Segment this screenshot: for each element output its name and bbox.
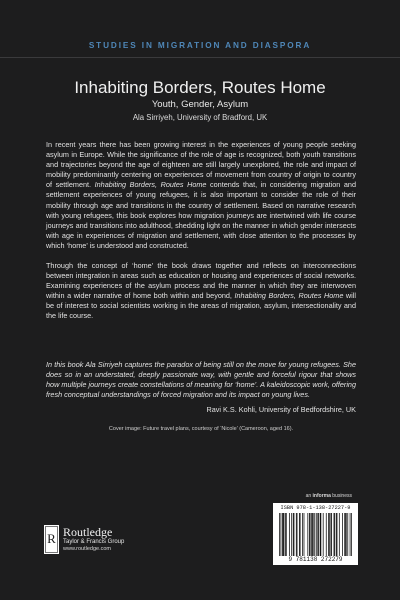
barcode-bar xyxy=(281,513,282,556)
barcode-bar xyxy=(347,513,348,556)
informa-suffix: business xyxy=(330,493,352,499)
barcode-bar xyxy=(304,513,305,556)
isbn-label: ISBN 978-1-138-27227-9 xyxy=(280,505,351,511)
barcode-bar xyxy=(291,513,292,556)
barcode-bar xyxy=(316,513,317,556)
informa-brand: informa xyxy=(312,493,331,499)
informa-prefix: an xyxy=(305,493,313,499)
barcode-bar xyxy=(310,513,311,556)
barcode-bar xyxy=(326,513,327,556)
review-attribution: Ravi K.S. Kohli, University of Bedfordshire, UK xyxy=(206,405,356,414)
barcode-bar xyxy=(346,513,347,556)
svg-text:R: R xyxy=(47,531,56,546)
barcode-bar xyxy=(314,513,315,556)
blurb-text: contends that, in considering migration and settlement experiences of young refugees, it is also important to consider the role of their mobility through age and transitions in the country of settlement. Based on narrative research with young refugees, this book explores how migration journeys are intertwined with life course journeys and transitions into adulthood, shedding light on the manner in which gender intersects with age in experiences of migration and settlement, with close attention to the processes by which ‘home’ is understood and constructed. xyxy=(46,180,356,250)
barcode-bar xyxy=(307,513,308,556)
barcode-bar xyxy=(312,513,313,556)
barcode-bar xyxy=(323,513,324,556)
barcode-bar xyxy=(300,513,301,556)
book-author: Ala Sirriyeh, University of Bradford, UK xyxy=(132,113,268,122)
barcode-bar xyxy=(334,513,335,556)
book-title: Inhabiting Borders, Routes Home xyxy=(74,78,326,97)
barcode-bar xyxy=(328,513,329,556)
barcode-bar xyxy=(350,513,351,556)
barcode-bar xyxy=(334,513,335,556)
blurb-paragraph-1 xyxy=(46,140,356,251)
barcode-bar xyxy=(279,513,280,556)
blurb-title-italic: Inhabiting Borders, Routes Home xyxy=(94,180,207,190)
book-subtitle: Youth, Gender, Asylum xyxy=(151,99,249,110)
routledge-logo xyxy=(44,525,164,555)
barcode-bar xyxy=(344,513,345,556)
barcode-bar xyxy=(330,513,331,556)
barcode-bar xyxy=(296,513,297,556)
barcode-bar xyxy=(285,513,286,556)
barcode-bar xyxy=(297,513,298,556)
routledge-mark-icon xyxy=(44,525,59,554)
barcode-bar xyxy=(311,513,312,556)
blurb-text: will be of interest to social scientists working in the areas of migration, asylum, intersectionality and the life course. xyxy=(46,291,356,321)
barcode-bar xyxy=(289,513,290,556)
informa-business-label xyxy=(306,493,352,499)
barcode-bar xyxy=(320,513,321,556)
barcode-bar xyxy=(299,513,300,556)
barcode-digits: 9 781138 272279 xyxy=(288,556,343,563)
barcode-bar xyxy=(294,513,295,556)
blurb-title-italic: Inhabiting Borders, Routes Home xyxy=(234,291,344,301)
barcode-bar xyxy=(286,513,287,556)
blurb-text: Through the concept of ‘home’ the book draws together and reflects on interconnections between integration in areas such as education or housing and experiences of social networks. Examining experiences of the asylum process and the manner in which they are interwoven within a wider narrative of home both within and beyond, xyxy=(46,261,356,301)
barcode-bar xyxy=(313,513,314,556)
barcode-bar xyxy=(293,513,294,556)
barcode-bar xyxy=(320,513,321,556)
publisher-group: Taylor & Francis Group xyxy=(63,539,125,545)
isbn-barcode xyxy=(273,503,358,565)
publisher-name: Routledge xyxy=(63,525,113,539)
barcode-bar xyxy=(331,513,332,556)
barcode-bar xyxy=(283,513,284,556)
barcode-bar xyxy=(339,513,340,556)
barcode-bar xyxy=(302,513,303,556)
barcode-bar xyxy=(329,513,330,556)
blurb-paragraph-2 xyxy=(46,261,356,322)
barcode-bar xyxy=(318,513,319,556)
cover-image-credit: Cover image: Future travel plans, courtesy of ‘Nicole’ (Cameroon, aged 16). xyxy=(108,426,294,432)
barcode-bar xyxy=(336,513,337,556)
barcode-bar xyxy=(345,513,346,556)
series-name: STUDIES IN MIGRATION AND DIASPORA xyxy=(88,41,312,50)
barcode-bar xyxy=(337,513,338,556)
barcode-bar xyxy=(342,513,343,556)
barcode-bar xyxy=(317,513,318,556)
barcode-bars xyxy=(279,513,352,556)
blurb-text: In recent years there has been growing interest in the experiences of young people seeking asylum in Europe. While the significance of the role of age is recognized, both youth transitions and trajectories beyond the age of eighteen are still largely unexplored, the role and impact of mobility predominantly centering on experiences of movement from country of origin to country of settlement. xyxy=(46,140,356,190)
review-quote: In this book Ala Sirriyeh captures the paradox of being still on the move for young refugees. She does so in an understated, deeply passionate way, with gentle and forceful rigour that shows how multiple journeys create constellations of meaning for ‘home’. A kaleidoscopic work, offering fresh conceptual understandings of forced migration and its impact on young lives. xyxy=(46,360,356,400)
barcode-bar xyxy=(282,513,283,556)
barcode-bar xyxy=(351,513,352,556)
barcode-bar xyxy=(309,513,310,556)
series-divider xyxy=(0,57,400,58)
publisher-url: www.routledge.com xyxy=(63,546,111,552)
barcode-bar xyxy=(284,513,285,556)
